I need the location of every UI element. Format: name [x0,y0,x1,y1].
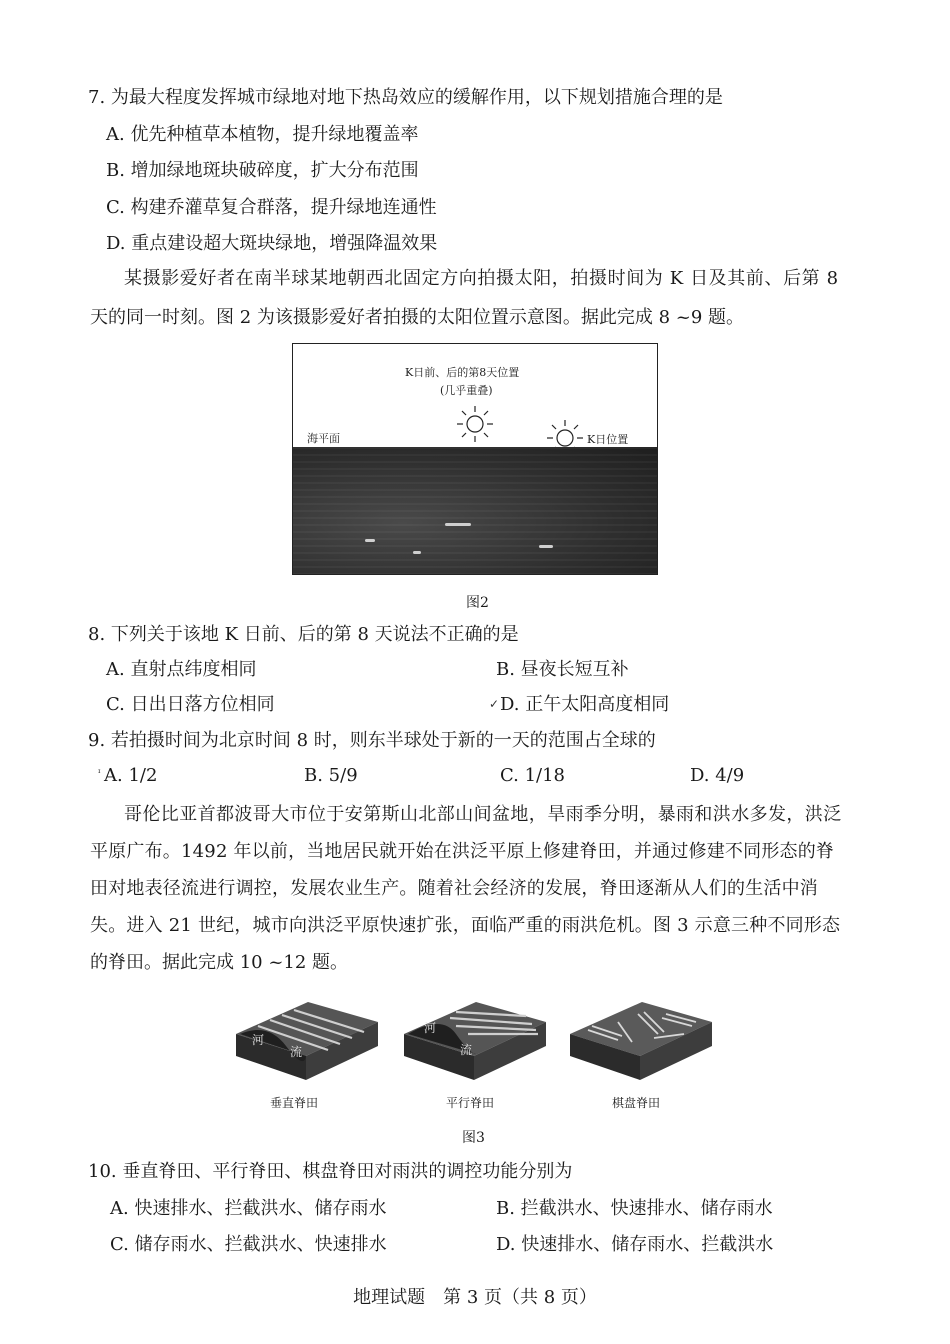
q7-option-d: D. 重点建设超大斑块绿地，增强降温效果 [106,233,438,254]
fig3-label-parallel: 平行脊田 [446,1096,495,1110]
q9-option-d: D. 4/9 [690,765,745,786]
passage2-line4: 失。进入 21 世纪，城市向洪泛平原快速扩张，面临严重的雨洪危机。图 3 示意三种不同形态 [90,915,841,936]
passage2-line1: 哥伦比亚首都波哥大市位于安第斯山北部山间盆地，旱雨季分明，暴雨和洪水多发，洪泛 [124,804,842,825]
passage2-line5: 的脊田。据此完成 10 ~12 题。 [90,952,349,973]
q8-option-c: C. 日出日落方位相同 [106,694,275,715]
q7-option-c: C. 构建乔灌草复合群落，提升绿地连通性 [106,197,437,218]
q8-stem: 8. 下列关于该地 K 日前、后的第 8 天说法不正确的是 [88,624,519,645]
sun-icon-before-after [455,404,495,444]
fig2-label-k-day: K日位置 [587,433,629,446]
q9-stem: 9. 若拍摄时间为北京时间 8 时，则东半球处于新的一天的范围占全球的 [88,730,656,751]
q7-stem: 7. 为最大程度发挥城市绿地对地下热岛效应的缓解作用，以下规划措施合理的是 [88,87,723,108]
parallel-ridge-field-diagram [396,994,554,1084]
q7-option-a: A. 优先种植草本植物，提升绿地覆盖率 [106,124,419,145]
pencil-mark: ᶦ [98,766,101,780]
fig2-label-overlap-note: (几乎重叠) [440,384,493,397]
fig3-label-vertical: 垂直脊田 [270,1096,319,1110]
fig3-caption: 图3 [462,1130,485,1146]
pencil-mark: ✓ [489,697,500,711]
q8-option-a: A. 直射点纬度相同 [106,659,257,680]
passage1-line1: 某摄影爱好者在南半球某地朝西北固定方向拍摄太阳，拍摄时间为 K 日及其前、后第 8 [124,268,839,289]
q9-option-c: C. 1/18 [500,765,565,786]
q10-stem: 10. 垂直脊田、平行脊田、棋盘脊田对雨洪的调控功能分别为 [88,1161,573,1182]
fig3-river-char1: 河 [252,1033,265,1047]
sea-glint [539,545,553,548]
page-footer: 地理试题 第 3 页（共 8 页） [353,1287,597,1308]
q9-option-b: B. 5/9 [304,765,358,786]
figure-2-sun-position [292,343,658,575]
q10-option-c: C. 储存雨水、拦截洪水、快速排水 [110,1234,387,1255]
fig3-river-char2: 流 [290,1045,303,1059]
passage2-line3: 田对地表径流进行调控，发展农业生产。随着社会经济的发展，脊田逐渐从人们的生活中消 [90,878,818,899]
sea-surface [293,447,657,574]
sea-glint [365,539,375,542]
fig3-river-char2: 流 [460,1043,473,1057]
sea-glint [445,523,471,526]
vertical-ridge-field-diagram [228,994,386,1084]
q8-option-d: D. 正午太阳高度相同 [500,694,670,715]
q10-option-b: B. 拦截洪水、快速排水、储存雨水 [496,1198,773,1219]
q8-option-b: B. 昼夜长短互补 [496,659,629,680]
q7-option-b: B. 增加绿地斑块破碎度，扩大分布范围 [106,160,419,181]
fig3-label-checkerboard: 棋盘脊田 [612,1096,661,1110]
passage2-line2: 平原广布。1492 年以前，当地居民就开始在洪泛平原上修建脊田，并通过修建不同形态的脊 [90,841,835,862]
passage1-line2: 天的同一时刻。图 2 为该摄影爱好者拍摄的太阳位置示意图。据此完成 8 ~9 题。 [90,307,745,328]
q9-option-a: A. 1/2 [104,765,158,786]
q10-option-d: D. 快速排水、储存雨水、拦截洪水 [496,1234,774,1255]
checkerboard-ridge-field-diagram [562,994,720,1084]
fig2-label-overlap: K日前、后的第8天位置 [405,366,520,379]
fig2-label-sea-level: 海平面 [307,432,340,445]
q10-option-a: A. 快速排水、拦截洪水、储存雨水 [110,1198,387,1219]
fig2-caption: 图2 [466,595,489,611]
sea-glint [413,551,421,554]
fig3-river-char1: 河 [424,1021,437,1035]
